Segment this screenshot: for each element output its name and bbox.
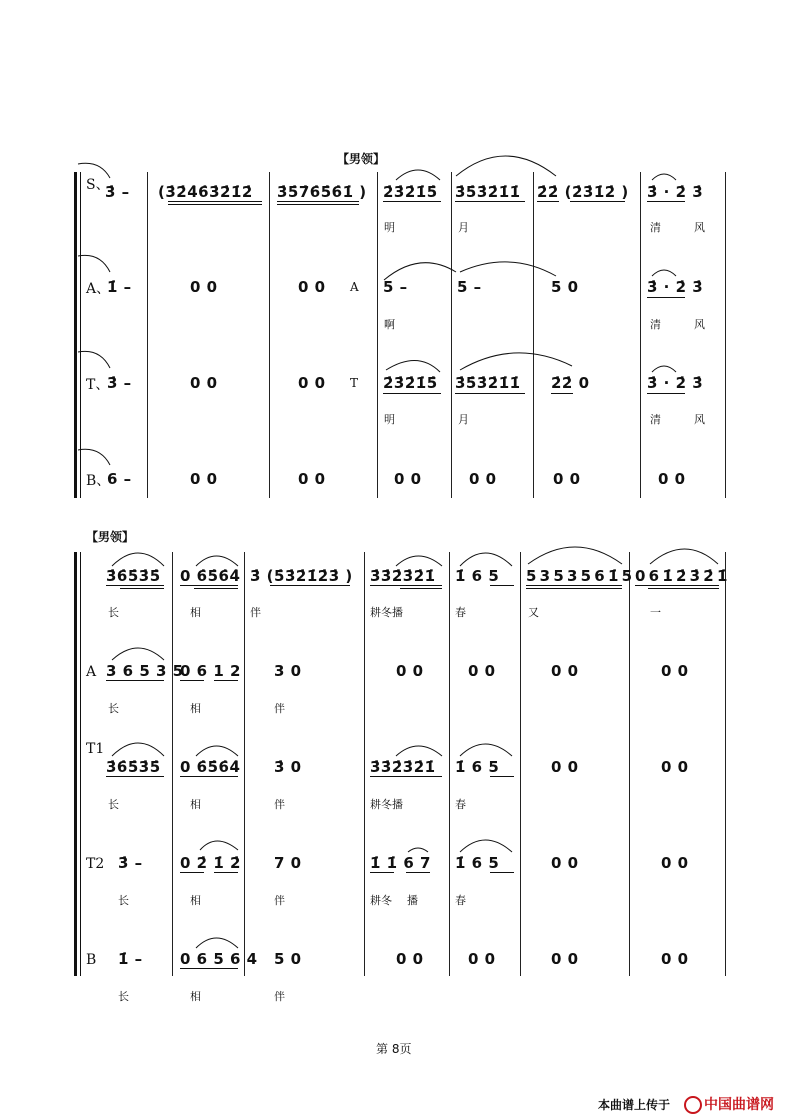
lyric: 风 xyxy=(694,221,705,234)
lyric: 长 xyxy=(108,606,119,619)
lyric: 相 xyxy=(190,798,201,811)
note-group: 3̇ – xyxy=(105,183,130,201)
note-group: 0 0 xyxy=(661,758,689,776)
lyric: 明 xyxy=(384,413,395,426)
lyric: 清 xyxy=(650,318,661,331)
part-label-tenor-1: T1 xyxy=(86,741,105,757)
lyric: 伴 xyxy=(274,702,285,715)
upload-note: 本曲谱上传于 xyxy=(598,1098,671,1112)
note-group: 0 0 xyxy=(396,662,424,680)
note-group: 0 0 xyxy=(190,278,218,296)
note-group: 3̇ · 2̇ 3̇ xyxy=(647,374,704,392)
lyric: 伴 xyxy=(274,990,285,1003)
lyric: 长 xyxy=(108,798,119,811)
part-label-bass: B xyxy=(86,952,97,968)
note-group: 0 0 xyxy=(298,470,326,488)
part-label-soprano: S、 xyxy=(86,177,110,193)
lyric: 相 xyxy=(190,894,201,907)
note-group: 0 0 xyxy=(551,854,579,872)
note-group: 0 0 xyxy=(468,950,496,968)
lyric: 长 xyxy=(118,894,129,907)
part-label-bass: B、 xyxy=(86,473,111,489)
note-group: 0 0 xyxy=(553,470,581,488)
note-group: 0 6 1̇ 2̇ 3̇ 2̇ 1̇ xyxy=(635,567,727,585)
note-group: 1̇ 6 5 xyxy=(455,854,500,872)
lyric: 风 xyxy=(694,318,705,331)
note-group: 3̇ 0 xyxy=(274,758,302,776)
note-group: 7 0 xyxy=(274,854,302,872)
note-group: 3 0 xyxy=(274,662,302,680)
lyric: 长 xyxy=(108,702,119,715)
note-group: 5 3 5 3 5 6 1̇ 5 xyxy=(526,567,632,585)
part-cue-tenor: T xyxy=(350,376,359,390)
note-group: 1̇ 6 5 xyxy=(455,567,500,585)
note-group: 1̇ – xyxy=(107,278,132,296)
note-group: 3̇ (5̇3̇2̇1̇2̇3̇ ) xyxy=(250,567,353,585)
lyric: 清 xyxy=(650,413,661,426)
note-group: 6 – xyxy=(107,470,132,488)
note-group: 0 6̇5̇6̇4̇ xyxy=(180,567,241,585)
lyric: 相 xyxy=(190,606,201,619)
lyric: 长 xyxy=(118,990,129,1003)
note-group: 1̇ 6 5 xyxy=(455,758,500,776)
section-label-male-lead: 【男领】 xyxy=(86,530,135,544)
lyric: 春 xyxy=(455,606,466,619)
note-group: 0 6̇5̇6̇4̇ xyxy=(180,758,241,776)
note-group: 3̇5̇3̇2̇1̇1̇ xyxy=(455,374,521,392)
part-label-tenor-2: T2 xyxy=(86,856,105,872)
lyric: 耕冬 xyxy=(370,894,392,907)
note-group: (3̇2̇4̇6̇3̇2̇1̇2̇ xyxy=(158,183,253,201)
site-logo-icon xyxy=(684,1096,702,1114)
note-group: 5 0 xyxy=(551,278,579,296)
note-group: 0 0 xyxy=(661,854,689,872)
lyric: 耕冬播 xyxy=(370,798,403,811)
page-number: 第 8页 xyxy=(376,1042,412,1056)
note-group: 0 2̇ 1̇ 2̇ xyxy=(180,854,241,872)
lyric: 伴 xyxy=(274,798,285,811)
note-group: 0 0 xyxy=(661,950,689,968)
note-group: 2̇3̇2̇1̇5̇ xyxy=(383,374,438,392)
note-group: 3 6 5 3 5 xyxy=(106,662,184,680)
note-group: 1̇ 1̇ 6 7 xyxy=(370,854,431,872)
note-group: 3̇5̇7̇6̇5̇6̇1̇ ) xyxy=(277,183,367,201)
note-group: 0 0 xyxy=(298,278,326,296)
note-group: 1̇ – xyxy=(118,950,143,968)
note-group: 0 0 xyxy=(298,374,326,392)
part-label-alto: A、 xyxy=(86,281,111,297)
part-label-tenor: T、 xyxy=(86,377,110,393)
lyric: 明 xyxy=(384,221,395,234)
lyric: 清 xyxy=(650,221,661,234)
lyric: 播 xyxy=(407,894,418,907)
note-group: 3̇ · 2̇ 3̇ xyxy=(647,183,704,201)
note-group: 3̇ · 2̇ 3̇ xyxy=(647,278,704,296)
note-group: 0 0 xyxy=(468,662,496,680)
note-group: 0 6 1 2 xyxy=(180,662,241,680)
lyric: 月 xyxy=(458,221,469,234)
lyric: 春 xyxy=(455,894,466,907)
note-group: 0 0 xyxy=(190,374,218,392)
lyric: 风 xyxy=(694,413,705,426)
note-group: 2̇2̇ (2̇3̇1̇2̇ ) xyxy=(537,183,629,201)
note-group: 0 0 xyxy=(396,950,424,968)
note-group: 0 0 xyxy=(661,662,689,680)
lyric: 耕冬播 xyxy=(370,606,403,619)
note-group: 3̇3̇2̇3̇2̇1̇ xyxy=(370,758,436,776)
note-group: 3̇3̇2̇3̇2̇1̇ xyxy=(370,567,436,585)
site-name: 中国曲谱网 xyxy=(704,1097,774,1113)
note-group: 5 – xyxy=(383,278,408,296)
note-group: 3̇6̇5̇3̇5̇ xyxy=(106,567,161,585)
note-group: 0 0 xyxy=(551,950,579,968)
section-label-male-lead: 【男领】 xyxy=(337,152,386,166)
note-group: 3̇5̇3̇2̇1̇1̇ xyxy=(455,183,521,201)
note-group: 2̇3̇2̇1̇5̇ xyxy=(383,183,438,201)
lyric: 又 xyxy=(528,606,539,619)
lyric: 春 xyxy=(455,798,466,811)
part-label-alto: A xyxy=(86,664,97,680)
lyric: 相 xyxy=(190,702,201,715)
note-group: 0 0 xyxy=(551,662,579,680)
lyric: 伴 xyxy=(250,606,261,619)
note-group: 3̇6̇5̇3̇5̇ xyxy=(106,758,161,776)
note-group: 0 6 5 6 4 xyxy=(180,950,258,968)
note-group: 0 0 xyxy=(469,470,497,488)
lyric: 啊 xyxy=(384,318,395,331)
note-group: 0 0 xyxy=(551,758,579,776)
note-group: 2̇2̇ 0 xyxy=(551,374,590,392)
note-group: 0 0 xyxy=(190,470,218,488)
lyric: 伴 xyxy=(274,894,285,907)
lyric: 相 xyxy=(190,990,201,1003)
lyric: 月 xyxy=(458,413,469,426)
note-group: 3̇ – xyxy=(118,854,143,872)
part-cue-alto: A xyxy=(350,280,359,294)
note-group: 0 0 xyxy=(394,470,422,488)
note-group: 5 0 xyxy=(274,950,302,968)
note-group: 3̇ – xyxy=(107,374,132,392)
note-group: 5 – xyxy=(457,278,482,296)
lyric: 一 xyxy=(650,606,661,619)
note-group: 0 0 xyxy=(658,470,686,488)
